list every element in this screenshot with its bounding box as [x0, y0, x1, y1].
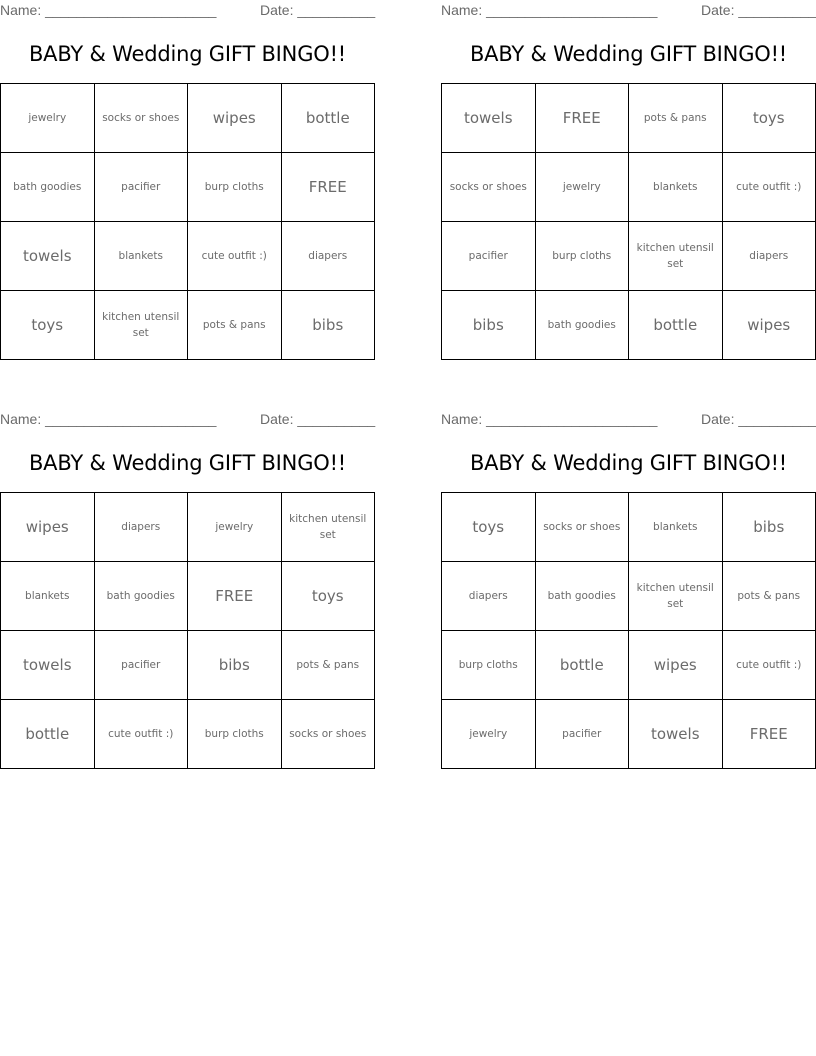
bingo-cell[interactable]: bath goodies [1, 153, 95, 222]
bingo-cell[interactable]: burp cloths [188, 153, 282, 222]
bingo-cell[interactable]: toys [1, 291, 95, 360]
bingo-cell[interactable]: socks or shoes [535, 493, 629, 562]
grid-row [1, 84, 375, 153]
name-date-row [441, 0, 816, 20]
bingo-cell[interactable]: burp cloths [535, 222, 629, 291]
bingo-cell[interactable]: pots & pans [188, 291, 282, 360]
bingo-cell[interactable]: towels [629, 700, 723, 769]
bingo-cell[interactable]: cute outfit :) [722, 631, 816, 700]
grid-row [1, 562, 375, 631]
name-field-label[interactable]: Name: ______________________ [441, 2, 658, 18]
bingo-cell[interactable]: bottle [629, 291, 723, 360]
card-title: BABY & Wedding GIFT BINGO!! [28, 451, 347, 475]
grid-row [442, 84, 816, 153]
bingo-grid [441, 492, 816, 769]
date-field-label[interactable]: Date: __________ [260, 411, 376, 427]
bingo-cell[interactable]: socks or shoes [94, 84, 188, 153]
bingo-cell[interactable]: pacifier [535, 700, 629, 769]
bingo-cell[interactable]: diapers [442, 562, 536, 631]
bingo-cell[interactable]: bibs [722, 493, 816, 562]
bingo-grid [441, 83, 816, 360]
bingo-cell[interactable]: wipes [188, 84, 282, 153]
grid-row [442, 631, 816, 700]
name-date-row [441, 409, 816, 429]
bingo-cell[interactable]: blankets [1, 562, 95, 631]
bingo-cell[interactable]: bath goodies [535, 562, 629, 631]
grid-row [1, 153, 375, 222]
bingo-cell[interactable]: pacifier [442, 222, 536, 291]
bingo-cell[interactable]: blankets [629, 493, 723, 562]
bingo-cell[interactable]: cute outfit :) [94, 700, 188, 769]
bingo-cell[interactable]: bibs [188, 631, 282, 700]
grid-row [442, 700, 816, 769]
date-field-label[interactable]: Date: __________ [260, 2, 376, 18]
bingo-cell[interactable]: towels [442, 84, 536, 153]
bingo-cell[interactable]: toys [281, 562, 375, 631]
bingo-cell[interactable]: bath goodies [94, 562, 188, 631]
grid-row [442, 493, 816, 562]
grid-row [442, 562, 816, 631]
name-field-label[interactable]: Name: ______________________ [441, 411, 658, 427]
bingo-cell[interactable]: wipes [722, 291, 816, 360]
bingo-cell[interactable]: pots & pans [722, 562, 816, 631]
grid-row [1, 631, 375, 700]
name-date-row [0, 0, 375, 20]
bingo-cell[interactable]: cute outfit :) [722, 153, 816, 222]
bingo-cell[interactable]: cute outfit :) [188, 222, 282, 291]
bingo-cell[interactable]: jewelry [188, 493, 282, 562]
name-field-label[interactable]: Name: ______________________ [0, 2, 217, 18]
bingo-cell[interactable]: pots & pans [629, 84, 723, 153]
bingo-cell[interactable]: bottle [281, 84, 375, 153]
bingo-cell[interactable]: socks or shoes [281, 700, 375, 769]
bingo-cell[interactable]: bibs [281, 291, 375, 360]
bingo-cell[interactable]: blankets [629, 153, 723, 222]
bingo-cell[interactable]: jewelry [535, 153, 629, 222]
bingo-cell[interactable]: jewelry [1, 84, 95, 153]
bingo-cell[interactable]: FREE [535, 84, 629, 153]
date-field-label[interactable]: Date: __________ [701, 411, 816, 427]
grid-row [1, 700, 375, 769]
bingo-cell[interactable]: socks or shoes [442, 153, 536, 222]
bingo-cell[interactable]: towels [1, 222, 95, 291]
bingo-cell[interactable]: burp cloths [188, 700, 282, 769]
grid-row [1, 222, 375, 291]
bingo-cell[interactable]: jewelry [442, 700, 536, 769]
bingo-cell[interactable]: burp cloths [442, 631, 536, 700]
bingo-cell[interactable]: bibs [442, 291, 536, 360]
grid-row [442, 222, 816, 291]
bingo-cell[interactable]: bottle [1, 700, 95, 769]
name-field-label[interactable]: Name: ______________________ [0, 411, 217, 427]
bingo-cell[interactable]: kitchen utensil set [281, 493, 375, 562]
bingo-cell[interactable]: FREE [281, 153, 375, 222]
card-title: BABY & Wedding GIFT BINGO!! [469, 451, 788, 475]
bingo-cell[interactable]: diapers [281, 222, 375, 291]
bingo-cell[interactable]: diapers [94, 493, 188, 562]
bingo-grid [0, 492, 375, 769]
bingo-cell[interactable]: wipes [629, 631, 723, 700]
bingo-cell[interactable]: pacifier [94, 153, 188, 222]
date-field-label[interactable]: Date: __________ [701, 2, 816, 18]
grid-row [442, 291, 816, 360]
bingo-grid [0, 83, 375, 360]
bingo-cell[interactable]: kitchen utensil set [629, 562, 723, 631]
bingo-cell[interactable]: kitchen utensil set [94, 291, 188, 360]
bingo-cell[interactable]: blankets [94, 222, 188, 291]
bingo-cell[interactable]: FREE [188, 562, 282, 631]
bingo-cell[interactable]: kitchen utensil set [629, 222, 723, 291]
bingo-cell[interactable]: towels [1, 631, 95, 700]
bingo-cell[interactable]: toys [722, 84, 816, 153]
bingo-cell[interactable]: bottle [535, 631, 629, 700]
bingo-cell[interactable]: wipes [1, 493, 95, 562]
bingo-cell[interactable]: diapers [722, 222, 816, 291]
bingo-cell[interactable]: pacifier [94, 631, 188, 700]
grid-row [1, 493, 375, 562]
card-title: BABY & Wedding GIFT BINGO!! [28, 42, 347, 66]
bingo-cell[interactable]: FREE [722, 700, 816, 769]
bingo-cell[interactable]: pots & pans [281, 631, 375, 700]
name-date-row [0, 409, 375, 429]
grid-row [442, 153, 816, 222]
bingo-cell[interactable]: bath goodies [535, 291, 629, 360]
card-title: BABY & Wedding GIFT BINGO!! [469, 42, 788, 66]
bingo-cell[interactable]: toys [442, 493, 536, 562]
grid-row [1, 291, 375, 360]
